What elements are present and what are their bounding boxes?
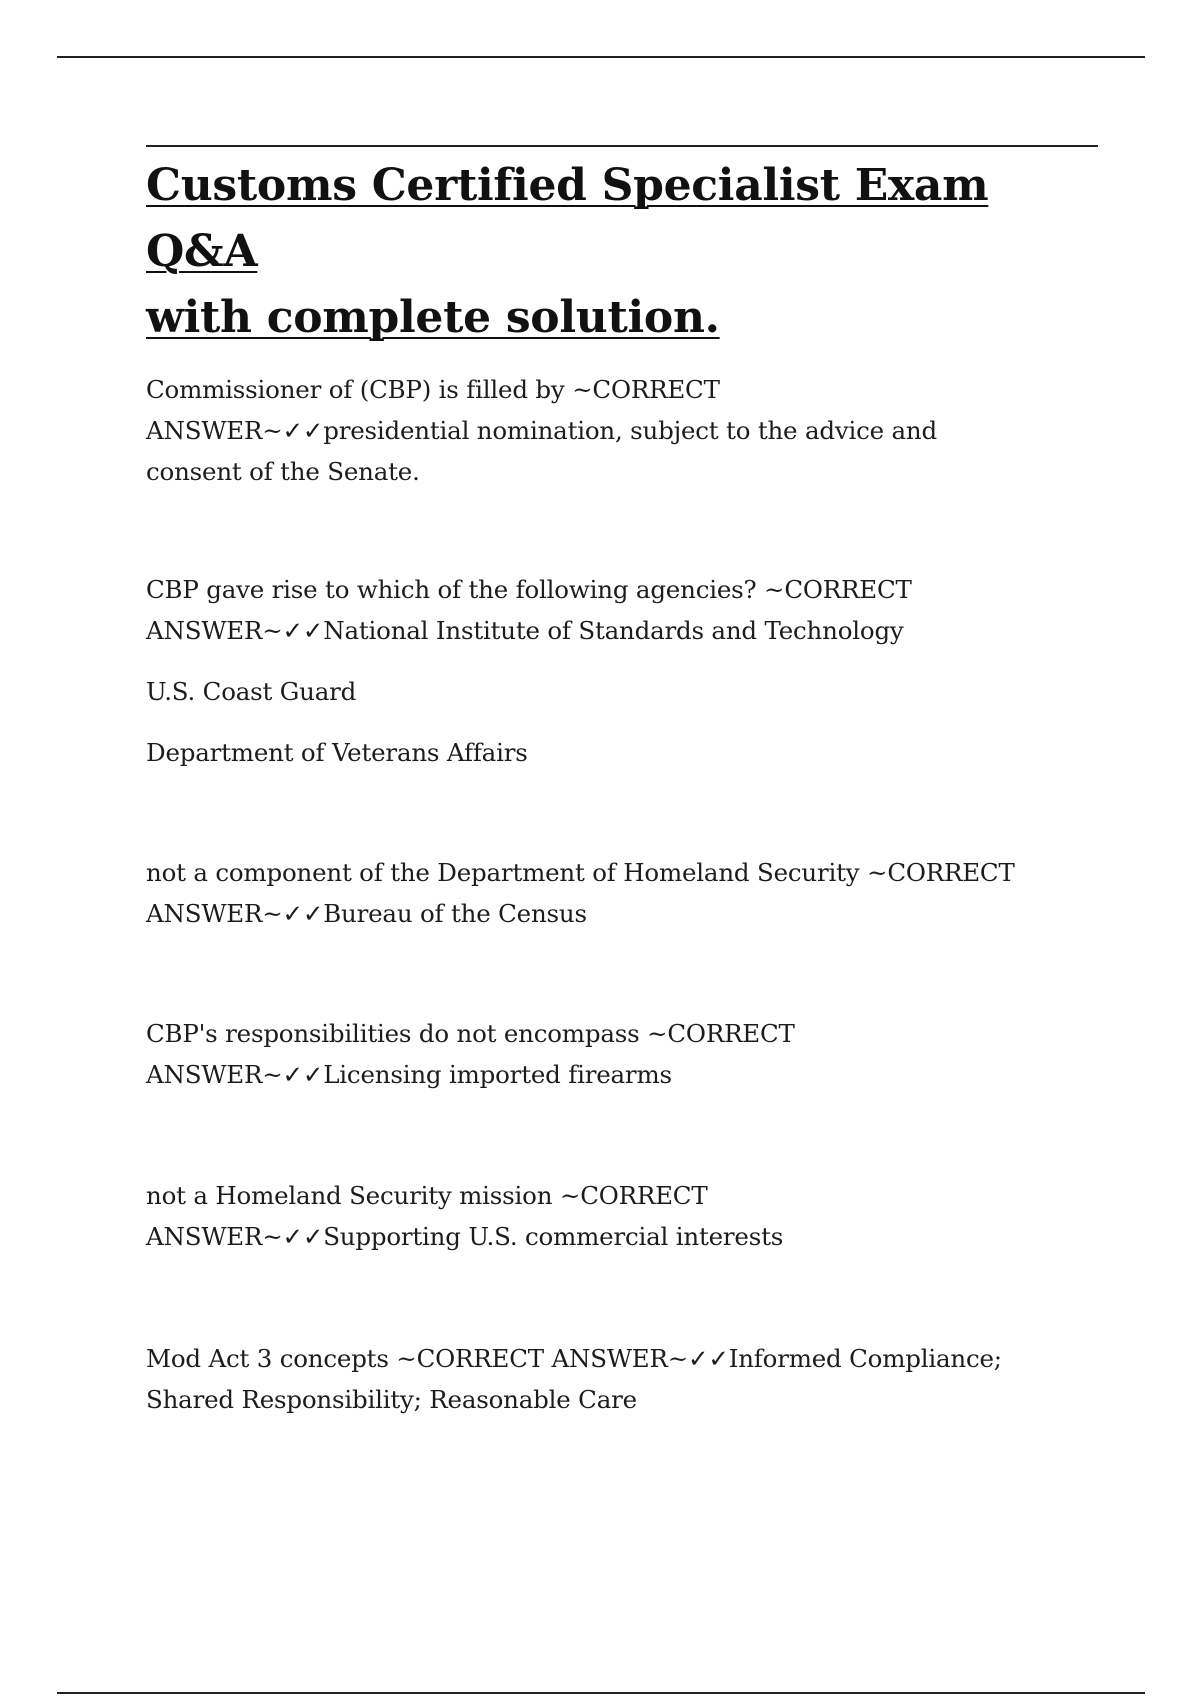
qa-question: not a component of the Department of Homeland Security ~CORRECT [146, 858, 1015, 887]
page-bottom-rule [57, 1692, 1145, 1694]
qa-item [146, 1175, 1098, 1257]
qa-list [146, 369, 1098, 1420]
qa-answer: ANSWER~✓✓Bureau of the Census [146, 899, 587, 928]
qa-answer-option: U.S. Coast Guard [146, 677, 357, 706]
qa-item [146, 569, 1098, 773]
qa-question: CBP gave rise to which of the following agencies? ~CORRECT [146, 575, 912, 604]
qa-question: Mod Act 3 concepts ~CORRECT ANSWER~✓✓Informed Compliance; [146, 1344, 1002, 1373]
qa-answer: ANSWER~✓✓National Institute of Standards and Technology [146, 616, 904, 645]
qa-item [146, 1013, 1098, 1095]
qa-item [146, 369, 1098, 492]
document-title-line-2: with complete solution. [146, 292, 720, 343]
document-title [146, 153, 1098, 351]
qa-answer: ANSWER~✓✓Supporting U.S. commercial interests [146, 1222, 784, 1251]
qa-answer: ANSWER~✓✓Licensing imported firearms [146, 1060, 672, 1089]
page-top-rule [57, 56, 1145, 58]
qa-item [146, 852, 1098, 934]
qa-question: not a Homeland Security mission ~CORRECT [146, 1181, 708, 1210]
document-body [146, 145, 1098, 1420]
qa-answer-option: Department of Veterans Affairs [146, 738, 528, 767]
qa-item [146, 1338, 1098, 1420]
qa-question: CBP's responsibilities do not encompass ~CORRECT [146, 1019, 795, 1048]
title-rule [146, 145, 1098, 147]
qa-answer: Shared Responsibility; Reasonable Care [146, 1385, 637, 1414]
qa-answer: ANSWER~✓✓presidential nomination, subject to the advice and [146, 416, 937, 445]
document-title-line-1: Customs Certified Specialist Exam Q&A [146, 160, 989, 277]
qa-question: Commissioner of (CBP) is filled by ~CORRECT [146, 375, 720, 404]
qa-answer-continued: consent of the Senate. [146, 457, 420, 486]
